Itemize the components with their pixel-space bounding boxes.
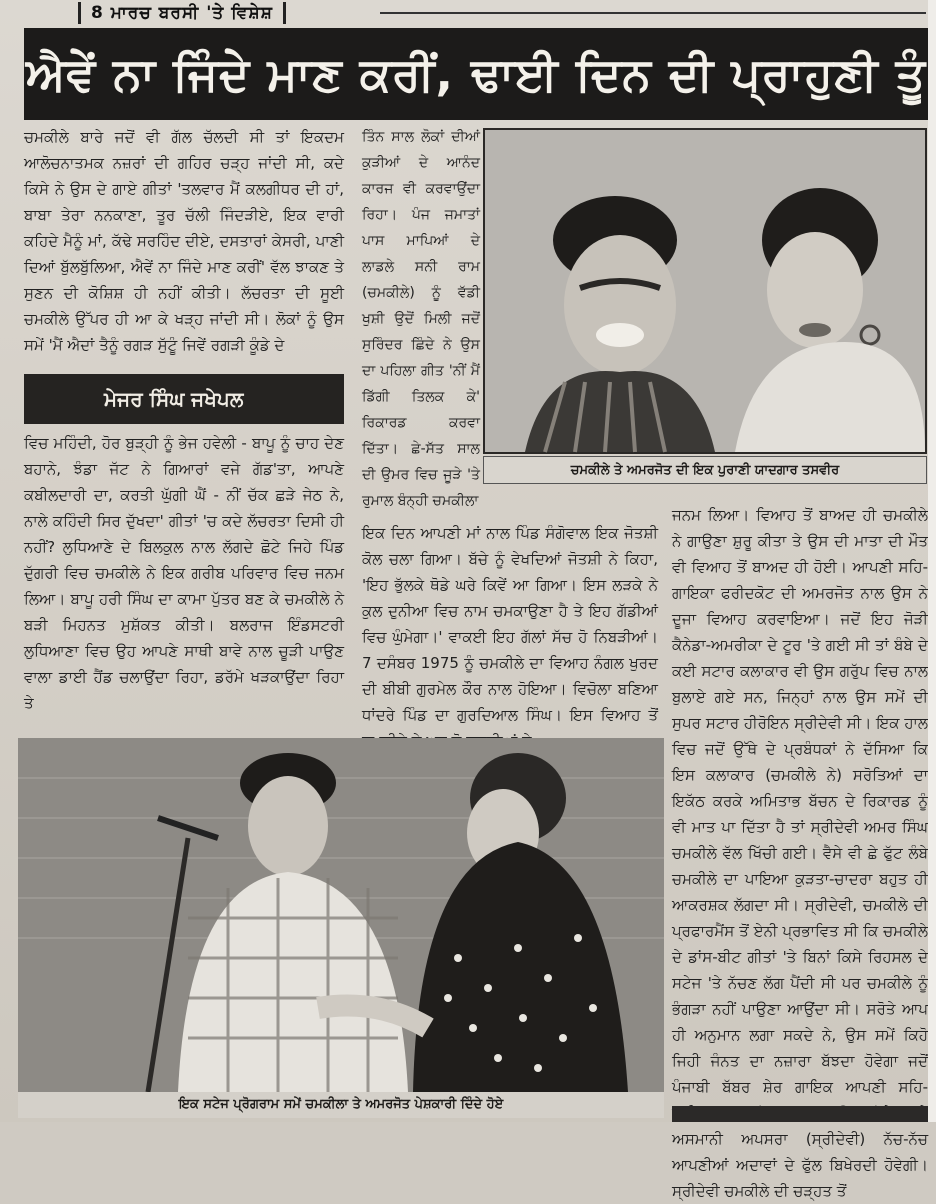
next-article-strip (672, 1106, 930, 1122)
photo-caption: ਚਮਕੀਲੇ ਤੇ ਅਮਰਜੋਤ ਦੀ ਇਕ ਪੁਰਾਣੀ ਯਾਦਗਾਰ ਤਸਵੀਰ (483, 456, 927, 484)
page-edge (928, 0, 936, 1122)
photo-caption: ਇਕ ਸਟੇਜ ਪ੍ਰੋਗਰਾਮ ਸਮੇਂ ਚਮਕੀਲਾ ਤੇ ਅਮਰਜੋਤ ਪੇਸ਼ਕਾਰੀ ਦਿੰਦੇ ਹੋਏ (18, 1092, 664, 1118)
article-paragraph: ਵਿਚ ਮਹਿੰਦੀ, ਹੋਰ ਬੁੜ੍ਹੀ ਨੂੰ ਭੇਜ ਹਵੇਲੀ - ਬਾਪੂ ਨੂੰ ਚਾਹ ਦੇਣ ਬਹਾਨੇ, ਝੰਡਾ ਜੱਟ ਨੇ ਗਿਆਰਾਂ ਵਜੇ ਗੱਡ'ਤਾ, ਆਪਣੇ ਕਬੀਲਦਾਰੀ ਦਾ, ਕਰਤੀ ਘੁੱਗੀ ਘੈਂ - ਨੀਂ ਚੱਕ ਛੜੇ ਜੇਠ ਨੇ, ਨਾਲੇ ਕਹਿੰਦੀ ਸਿਰ ਦੁੱਖਦਾ' ਗੀਤਾਂ 'ਚ ਕਦੇ ਲੱਚਰਤਾ ਦਿਸੀ ਹੀ ਨਹੀਂ? ਲੁਧਿਆਣੇ ਦੇ ਬਿਲਕੁਲ ਨਾਲ ਲੱਗਦੇ ਛੋਟੇ ਜਿਹੇ ਪਿੰਡ ਦੁੱਗਰੀ ਵਿਚ ਚਮਕੀਲੇ ਨੇ ਇਕ ਗਰੀਬ ਪਰਿਵਾਰ ਵਿਚ ਜਨਮ ਲਿਆ। ਬਾਪੂ ਹਰੀ ਸਿੰਘ ਦਾ ਕਾਮਾ ਪੁੱਤਰ ਬਣ ਕੇ ਚਮਕੀਲੇ ਨੇ ਬੜੀ ਮਿਹਨਤ ਮੁਸ਼ੱਕਤ ਕੀਤੀ। ਬਲਰਾਜ ਇੰਡਸਟਰੀ ਲੁਧਿਆਣਾ ਵਿਚ ਉਹ ਆਪਣੇ ਸਾਥੀ ਬਾਵੇ ਨਾਲ ਚੂੜੀ ਪਾਉਣ ਵਾਲਾ ਡਾਈ ਹੈਂਡ ਚਲਾਉਂਦਾ ਰਿਹਾ, ਡਰੱਮੇ ਖੜਕਾਉਂਦਾ ਰਿਹਾ ਤੇ (24, 434, 344, 712)
kicker-rule (380, 12, 926, 14)
author-byline: ਮੇਜਰ ਸਿੰਘ ਜਖੇਪਲ (24, 374, 344, 424)
article-column-2-bottom (362, 520, 658, 738)
stage-performance-photo (18, 738, 664, 1092)
article-paragraph: ਚਮਕੀਲੇ ਬਾਰੇ ਜਦੋਂ ਵੀ ਗੱਲ ਚੱਲਦੀ ਸੀ ਤਾਂ ਇਕਦਮ ਆਲੋਚਨਾਤਮਕ ਨਜ਼ਰਾਂ ਦੀ ਗਹਿਰ ਚੜ੍ਹ ਜਾਂਦੀ ਸੀ, ਕਦੇ ਕਿਸੇ ਨੇ ਉਸ ਦੇ ਗਾਏ ਗੀਤਾਂ 'ਤਲਵਾਰ ਮੈਂ ਕਲਗੀਧਰ ਦੀ ਹਾਂ, ਬਾਬਾ ਤੇਰਾ ਨਨਕਾਣਾ, ਤੂਰ ਚੱਲੀ ਜਿੰਦੜੀਏ, ਇਕ ਵਾਰੀ ਕਹਿਦੇ ਮੈਨੂੰ ਮਾਂ, ਕੱਢੇ ਸਰਹਿੰਦ ਦੀਏ, ਦਸਤਾਰਾਂ ਕੇਸਰੀ, ਪਾਣੀ ਦਿਆਂ ਬੁੱਲਬੁੱਲਿਆ, ਐਵੇਂ ਨਾ ਜਿੰਦੇ ਮਾਣ ਕਰੀਂ' ਵੱਲ ਝਾਕਣ ਤੇ ਸੁਣਨ ਦੀ ਕੋਸ਼ਿਸ਼ ਹੀ ਨਹੀਂ ਕੀਤੀ। ਲੱਚਰਤਾ ਦੀ ਸੂਈ ਚਮਕੀਲੇ ਉੱਪਰ ਹੀ ਆ ਕੇ ਖੜ੍ਹ ਜਾਂਦੀ ਸੀ। ਲੋਕਾਂ ਨੂੰ ਉਸ ਸਮੇਂ 'ਮੈਂ ਐਦਾਂ ਤੈਨੂੰ ਰਗੜ ਸੁੱਟੂੰ ਜਿਵੇਂ ਰਗੜੀ ਕੂੰਡੇ ਦੇ (24, 128, 344, 354)
article-column-3 (672, 502, 928, 1200)
portrait-photo-illustration (485, 130, 925, 452)
article-column-1-bottom (24, 430, 344, 735)
section-kicker: 8 ਮਾਰਚ ਬਰਸੀ 'ਤੇ ਵਿਸ਼ੇਸ਼ (78, 2, 286, 24)
article-paragraph: ਤਿੰਨ ਸਾਲ ਲੋਕਾਂ ਦੀਆਂ ਕੁੜੀਆਂ ਦੇ ਆਨੰਦ ਕਾਰਜ ਵੀ ਕਰਵਾਉਂਦਾ ਰਿਹਾ। ਪੰਜ ਜਮਾਤਾਂ ਪਾਸ ਮਾਪਿਆਂ ਦੇ ਲਾਡਲੇ ਸਨੀ ਰਾਮ (ਚਮਕੀਲੇ) ਨੂੰ ਵੱਡੀ ਖੁਸ਼ੀ ਉਦੋਂ ਮਿਲੀ ਜਦੋਂ ਸੁਰਿੰਦਰ ਛਿੰਦੇ ਨੇ ਉਸ ਦਾ ਪਹਿਲਾ ਗੀਤ 'ਨੀਂ ਮੈਂ ਡਿੱਗੀ ਤਿਲਕ ਕੇ' ਰਿਕਾਰਡ ਕਰਵਾ ਦਿੱਤਾ। ਛੇ-ਸੱਤ ਸਾਲ ਦੀ ਉਮਰ ਵਿਚ ਜੂੜੇ 'ਤੇ ਰੁਮਾਲ ਬੰਨ੍ਹੀ ਚਮਕੀਲਾ (362, 129, 480, 509)
portrait-photo (483, 128, 927, 454)
article-paragraph: ਜਨਮ ਲਿਆ। ਵਿਆਹ ਤੋਂ ਬਾਅਦ ਹੀ ਚਮਕੀਲੇ ਨੇ ਗਾਉਣਾ ਸ਼ੁਰੂ ਕੀਤਾ ਤੇ ਉਸ ਦੀ ਮਾਤਾ ਦੀ ਮੌਤ ਵੀ ਵਿਆਹ ਤੋਂ ਬਾਅਦ ਹੀ ਹੋਈ। ਆਪਣੀ ਸਹਿ-ਗਾਇਕਾ ਫਰੀਦਕੋਟ ਦੀ ਅਮਰਜੋਤ ਨਾਲ ਉਸ ਨੇ ਦੂਜਾ ਵਿਆਹ ਕਰਵਾਇਆ। ਜਦੋਂ ਇਹ ਜੋੜੀ ਕੈਨੇਡਾ-ਅਮਰੀਕਾ ਦੇ ਟੂਰ 'ਤੇ ਗਈ ਸੀ ਤਾਂ ਬੰਬੇ ਦੇ ਕਈ ਸਟਾਰ ਕਲਾਕਾਰ ਵੀ ਉਸ ਗਰੁੱਪ ਵਿਚ ਨਾਲ ਬੁਲਾਏ ਗਏ ਸਨ, ਜਿਨ੍ਹਾਂ ਨਾਲ ਉਸ ਸਮੇਂ ਦੀ ਸੁਪਰ ਸਟਾਰ ਹੀਰੋਇਨ ਸ੍ਰੀਦੇਵੀ ਸੀ। ਇਕ ਹਾਲ ਵਿਚ ਜਦੋਂ ਉੱਥੇ ਦੇ ਪ੍ਰਬੰਧਕਾਂ ਨੇ ਦੱਸਿਆ ਕਿ ਇਸ ਕਲਾਕਾਰ (ਚਮਕੀਲੇ ਨੇ) ਸਰੋਤਿਆਂ ਦਾ ਇਕੱਠ ਕਰਕੇ ਅਮਿਤਾਭ ਬੱਚਨ ਦੇ ਰਿਕਾਰਡ ਨੂੰ ਵੀ ਮਾਤ ਪਾ ਦਿੱਤਾ ਹੈ ਤਾਂ ਸ੍ਰੀਦੇਵੀ ਅਮਰ ਸਿੰਘ ਚਮਕੀਲੇ ਵੱਲ ਖਿੱਚੀ ਗਈ। ਵੈਸੇ ਵੀ ਛੇ ਫੁੱਟ ਲੰਬੇ ਚਮਕੀਲੇ ਦਾ ਪਾਇਆ ਕੁੜਤਾ-ਚਾਦਰਾ ਬਹੁਤ ਹੀ ਆਕਰਸ਼ਕ ਲੱਗਦਾ ਸੀ। ਸ੍ਰੀਦੇਵੀ, ਚਮਕੀਲੇ ਦੀ ਪ੍ਰਫਾਰਮੈਂਸ ਤੋਂ ਏਨੀ ਪ੍ਰਭਾਵਿਤ ਸੀ ਕਿ ਚਮਕੀਲੇ ਦੇ ਡਾਂਸ-ਬੀਟ ਗੀਤਾਂ 'ਤੇ ਬਿਨਾਂ ਕਿਸੇ ਰਿਹਸਲ ਦੇ ਸਟੇਜ 'ਤੇ ਨੱਚਣ ਲੱਗ ਪੈਂਦੀ ਸੀ ਪਰ ਚਮਕੀਲੇ ਨੂੰ ਭੰਗੜਾ ਨਹੀਂ ਪਾਉਣਾ ਆਉਂਦਾ ਸੀ। ਸਰੋਤੇ ਆਪ ਹੀ ਅਨੁਮਾਨ ਲਗਾ ਸਕਦੇ ਨੇ, ਉਸ ਸਮੇਂ ਕਿਹੋ ਜਿਹੀ ਜੰਨਤ ਦਾ ਨਜ਼ਾਰਾ ਬੱਝਦਾ ਹੋਵੇਗਾ ਜਦੋਂ ਪੰਜਾਬੀ ਬੱਬਰ ਸ਼ੇਰ ਗਾਇਕ ਆਪਣੀ ਸਹਿ- ਅਸਮਾਨੀ ਅਪਸਰਾ (ਸ੍ਰੀਦੇਵੀ) ਨੱਚ-ਨੱਚ ਆਪਣੀਆਂ ਅਦਾਵਾਂ ਦੇ ਫੁੱਲ ਬਿਖੇਰਦੀ ਹੋਵੇਗੀ। ਸ੍ਰੀਦੇਵੀ ਚਮਕੀਲੇ ਦੀ ਚੜ੍ਹਤ ਤੋਂ (672, 506, 928, 1200)
headline: ਐਵੇਂ ਨਾ ਜਿੰਦੇ ਮਾਣ ਕਰੀਂ, ਢਾਈ ਦਿਨ ਦੀ ਪ੍ਰਾਹੁਣੀ ਤੂੰ (24, 28, 928, 120)
article-column-1-top (24, 124, 344, 372)
article-column-2-top (362, 124, 480, 520)
stage-photo-illustration (18, 738, 664, 1092)
article-paragraph: ਇਕ ਦਿਨ ਆਪਣੀ ਮਾਂ ਨਾਲ ਪਿੰਡ ਸੰਗੋਵਾਲ ਇਕ ਜੋਤਸ਼ੀ ਕੋਲ ਚਲਾ ਗਿਆ। ਬੱਚੇ ਨੂੰ ਵੇਖਦਿਆਂ ਜੋਤਸ਼ੀ ਨੇ ਕਿਹਾ, 'ਇਹ ਭੁੱਲਕੇ ਥੋਡੇ ਘਰੇ ਕਿਵੇਂ ਆ ਗਿਆ। ਇਸ ਲੜਕੇ ਨੇ ਕੁਲ ਦੁਨੀਆ ਵਿਚ ਨਾਮ ਚਮਕਾਉਣਾ ਹੈ ਤੇ ਇਹ ਗੱਡੀਆਂ ਵਿਚ ਘੁੰਮੇਗਾ।' ਵਾਕਈ ਇਹ ਗੱਲਾਂ ਸੱਚ ਹੋ ਨਿਬੜੀਆਂ। 7 ਦਸੰਬਰ 1975 ਨੂੰ ਚਮਕੀਲੇ ਦਾ ਵਿਆਹ ਨੰਗਲ ਖੁਰਦ ਦੀ ਬੀਬੀ ਗੁਰਮੇਲ ਕੌਰ ਨਾਲ ਹੋਇਆ। ਵਿਚੋਲਾ ਬਣਿਆ ਧਾਂਦਰੇ ਪਿੰਡ ਦਾ ਗੁਰਦਿਆਲ ਸਿੰਘ। ਇਸ ਵਿਆਹ ਤੋਂ (362, 524, 658, 724)
